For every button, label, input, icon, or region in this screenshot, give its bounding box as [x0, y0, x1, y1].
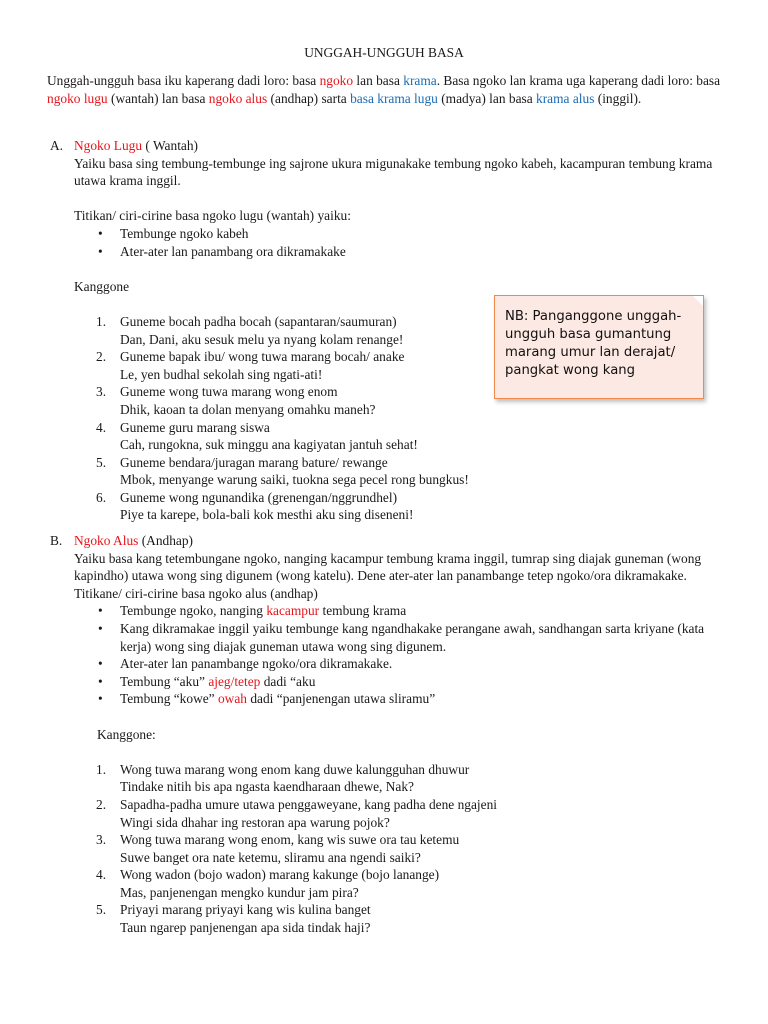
bullet-icon: • — [98, 243, 103, 259]
trait-highlight: kacampur — [266, 603, 320, 619]
example-sentence: Mas, panjenengan mengko kundur jam pira? — [120, 884, 359, 900]
item-number: 5. — [96, 902, 107, 918]
item-number: 1. — [96, 761, 107, 777]
traits-label: Titikane/ ciri-cirine basa ngoko alus (andhap) — [74, 585, 318, 601]
examples-list — [48, 761, 728, 937]
heading-term: Ngoko Alus — [74, 533, 139, 548]
list-item — [96, 454, 728, 489]
note-text: NB: Panganggone unggah-ungguh basa gumantung marang umur lan derajat/ pangkat wong kang — [505, 309, 682, 378]
example-context: Sapadha-padha umure utawa penggaweyane, kang padha dene ngajeni — [120, 796, 498, 812]
intro-text: (wantah) lan basa — [107, 90, 209, 106]
section-description: Yaiku basa sing tembung-tembunge ing sajrone ukura migunakake tembung ngoko kabeh, kacampuran tembung krama utawa krama inggil. — [74, 155, 713, 189]
traits-label: Titikan/ ciri-cirine basa ngoko lugu (wantah) yaiku: — [74, 208, 351, 224]
example-context: Guneme bocah padha bocah (sapantaran/saumuran) — [120, 313, 397, 329]
example-context: Priyayi marang priyayi kang wis kulina banget — [120, 902, 371, 918]
example-sentence: Suwe banget ora nate ketemu, sliramu ana ngendi saiki? — [120, 849, 421, 865]
section-ngoko-alus — [48, 532, 728, 937]
example-sentence: Piye ta karepe, bola-bali kok mesthi aku sing diseneni! — [120, 507, 414, 523]
bullet-icon: • — [98, 673, 103, 689]
item-number: 1. — [96, 313, 107, 329]
term-krama-lugu: basa krama lugu — [350, 90, 438, 106]
intro-text: (madya) lan basa — [437, 90, 537, 106]
trait-text: Tembung “aku” — [120, 673, 209, 689]
item-number: 3. — [96, 384, 107, 400]
example-sentence: Tindake nitih bis apa ngasta kaendharaan dhewe, Nak? — [120, 779, 415, 795]
bullet-icon: • — [98, 225, 103, 241]
term-ngoko: ngoko — [319, 73, 354, 88]
trait-text: Tembunge ngoko kabeh — [120, 225, 249, 241]
intro-text: (andhap) sarta — [267, 90, 351, 106]
list-item — [96, 419, 728, 454]
trait-highlight: ajeg/tetep — [208, 673, 261, 689]
term-ngoko-lugu: ngoko lugu — [47, 90, 108, 106]
trait-text: dadi “aku — [260, 673, 316, 689]
example-context: Guneme guru marang siswa — [120, 419, 270, 435]
example-sentence: Dan, Dani, aku sesuk melu ya nyang kolam renange! — [120, 331, 404, 347]
list-item — [98, 673, 728, 691]
note-callout — [494, 295, 704, 399]
example-sentence: Mbok, menyange warung saiki, tuokna sega pecel rong bungkus! — [120, 472, 469, 488]
term-ngoko-alus: ngoko alus — [208, 90, 268, 106]
list-item — [96, 866, 728, 901]
item-number: 4. — [96, 867, 107, 883]
list-item — [98, 620, 728, 655]
list-item — [98, 602, 728, 620]
list-item — [96, 901, 728, 936]
term-krama: krama — [403, 73, 437, 88]
list-item — [96, 489, 728, 524]
intro-text: lan basa — [353, 73, 404, 88]
bullet-icon: • — [98, 656, 103, 672]
list-item — [96, 761, 728, 796]
bullet-icon: • — [98, 691, 103, 707]
section-description: Yaiku basa kang tetembungane ngoko, nanging kacampur tembung krama inggil, tumrap sing diajak guneman (wong kapindho) utawa wong sing digunem (wong katelu). Dene ater-ater lan panambange tetep ngoko/ora dikramakake. — [74, 550, 702, 584]
example-sentence: Cah, rungokna, suk minggu ana kagiyatan jantuh sehat! — [120, 437, 418, 453]
example-context: Guneme wong ngunandika (grenengan/nggrundhel) — [120, 489, 398, 505]
traits-list — [48, 225, 728, 260]
example-context: Guneme bendara/juragan marang bature/ rewange — [120, 454, 388, 470]
item-number: 6. — [96, 489, 107, 505]
trait-text: Tembung “kowe” — [120, 691, 218, 707]
traits-list — [48, 602, 728, 708]
heading-rest: (Andhap) — [138, 533, 194, 548]
item-number: 5. — [96, 454, 107, 470]
trait-text: Ater-ater lan panambange ngoko/ora dikramakake. — [120, 656, 393, 672]
trait-text: Tembunge ngoko, nanging — [120, 603, 267, 619]
examples-label: Kanggone — [74, 278, 130, 294]
folded-corner-icon — [692, 295, 704, 307]
section-heading — [48, 532, 728, 550]
trait-text: Kang dikramakae inggil yaiku tembunge kang ngandhakake perangane awah, sandhangan sarta kriyane (kata kerja) wong sing diajak guneman utawa wong sing digunem. — [120, 620, 705, 654]
examples-label: Kanggone: — [97, 726, 156, 742]
list-item — [98, 690, 728, 708]
heading-rest: ( Wantah) — [142, 138, 199, 153]
page-title: UNGGAH-UNGGUH BASA — [304, 45, 464, 60]
list-item — [96, 796, 728, 831]
trait-text: tembung krama — [319, 603, 407, 619]
item-number: 2. — [96, 349, 107, 365]
section-letter: B. — [50, 533, 63, 548]
list-item — [98, 225, 728, 243]
section-heading — [48, 137, 728, 155]
item-number: 4. — [96, 419, 107, 435]
example-sentence: Taun ngarep panjenengan apa sida tindak haji? — [120, 920, 371, 936]
item-number: 3. — [96, 832, 107, 848]
intro-text: (inggil). — [594, 90, 642, 106]
trait-text: Ater-ater lan panambang ora dikramakake — [120, 243, 346, 259]
intro-text: Unggah-ungguh basa iku kaperang dadi loro: basa — [47, 73, 320, 88]
term-krama-alus: krama alus — [536, 90, 595, 106]
list-item — [98, 655, 728, 673]
intro-text: . Basa ngoko lan krama uga kaperang dadi loro: basa — [436, 73, 721, 88]
example-context: Guneme wong tuwa marang wong enom — [120, 384, 338, 400]
section-letter: A. — [50, 138, 64, 153]
heading-term: Ngoko Lugu — [74, 138, 143, 153]
bullet-icon: • — [98, 603, 103, 619]
example-sentence: Le, yen budhal sekolah sing ngati-ati! — [120, 366, 323, 382]
item-number: 2. — [96, 796, 107, 812]
list-item — [98, 243, 728, 261]
example-sentence: Dhik, kaoan ta dolan menyang omahku maneh? — [120, 401, 376, 417]
example-context: Wong tuwa marang wong enom kang duwe kalungguhan dhuwur — [120, 761, 470, 777]
bullet-icon: • — [98, 620, 103, 636]
example-context: Wong tuwa marang wong enom, kang wis suwe ora tau ketemu — [120, 832, 460, 848]
example-sentence: Wingi sida dhahar ing restoran apa warung pojok? — [120, 814, 390, 830]
example-context: Guneme bapak ibu/ wong tuwa marang bocah/ anake — [120, 349, 405, 365]
list-item — [96, 831, 728, 866]
intro-paragraph — [47, 72, 727, 107]
trait-text: dadi “panjenengan utawa sliramu” — [247, 691, 436, 707]
trait-highlight: owah — [217, 691, 247, 707]
example-context: Wong wadon (bojo wadon) marang kakunge (bojo lanange) — [120, 867, 440, 883]
